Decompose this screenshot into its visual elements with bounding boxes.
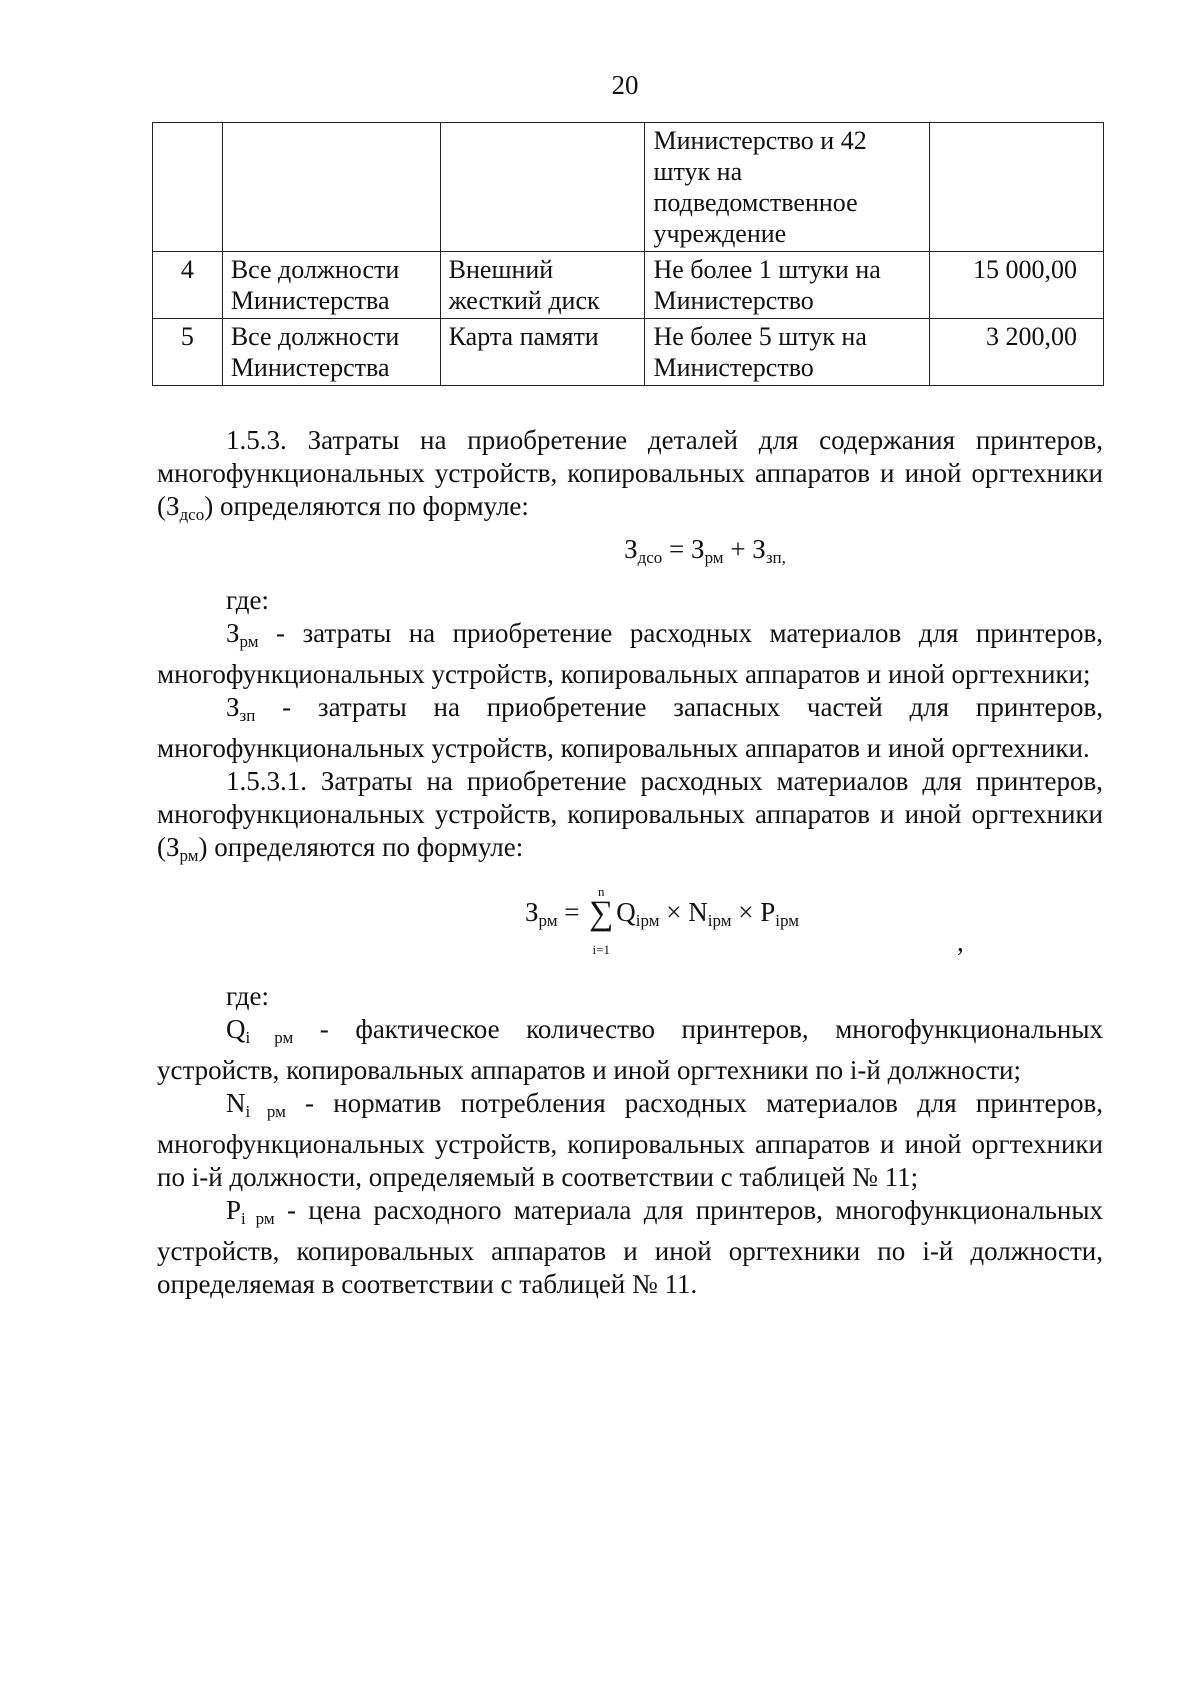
- table-row: [153, 123, 1104, 252]
- cell-norm: [645, 252, 930, 319]
- cell-position-line: Министерства: [230, 353, 390, 382]
- where-label-2: где:: [226, 981, 269, 1011]
- where-label-1: где:: [226, 585, 269, 615]
- cell-number: [153, 123, 223, 252]
- definition-zzp: $З_{зп}$ - затраты на приобретение запасных частей для принтеров, многофункциональных устройств, копировальных аппаратов и иной оргтехники.: [157, 692, 1103, 763]
- cell-norm-line: штук на: [653, 157, 743, 186]
- cell-norm: [645, 123, 930, 252]
- cell-price: 3 200,00: [930, 319, 1104, 386]
- definition-q: $Q_{i рм}$ - фактическое количество принтеров, многофункциональных устройств, копировальных аппаратов и иной оргтехники по i-й должности;: [157, 1014, 1103, 1085]
- sum-symbol: n ∑ i=1: [589, 884, 614, 957]
- cell-norm-line: учреждение: [653, 219, 787, 248]
- cell-number: 5: [153, 319, 223, 386]
- costs-table-body: [153, 123, 1104, 386]
- section-1-5-3-intro: 1.5.3. Затраты на приобретение деталей для содержания принтеров, многофункциональных устройств, копировальных аппаратов и иной оргтехники $(З_{дсо})$ определяются по формуле:: [157, 425, 1103, 524]
- body-text: [157, 424, 1103, 1301]
- cell-position-line: Все должности: [230, 255, 400, 284]
- cell-price: 15 000,00: [930, 252, 1104, 319]
- cell-position-line: Все должности: [230, 322, 400, 351]
- cell-item: [440, 252, 645, 319]
- cell-position-line: Министерства: [230, 286, 390, 315]
- definition-zrm: $З_{рм}$ - затраты на приобретение расходных материалов для принтеров, многофункциональных устройств, копировальных аппаратов и иной оргтехники;: [157, 618, 1103, 689]
- cell-position: [222, 319, 440, 386]
- cell-item: [440, 319, 645, 386]
- cell-item-line: Карта памяти: [448, 322, 599, 351]
- cell-norm-line: Министерство: [653, 286, 814, 315]
- cell-number: 4: [153, 252, 223, 319]
- formula-zrm: $З_{рм}$ = n ∑ i=1 $Q_{iрм} \times N_{iрм} \times P_{iрм}$ ,: [525, 884, 964, 957]
- cell-norm-line: Не более 5 штук на: [653, 322, 867, 351]
- page-number: 20: [611, 70, 639, 100]
- cell-norm-line: подведомственное: [653, 188, 858, 217]
- definition-p: $P_{i рм}$ - цена расходного материала для принтеров, многофункциональных устройств, копировальных аппаратов и иной оргтехники по i-й должности, определяемая в соответствии с таблицей № 11.: [157, 1195, 1103, 1299]
- costs-table: [152, 122, 1104, 386]
- cell-position: [222, 252, 440, 319]
- cell-norm-line: Министерство: [653, 353, 814, 382]
- cell-norm-line: Министерство и 42: [653, 126, 867, 155]
- cell-norm: [645, 319, 930, 386]
- table-row: [153, 252, 1104, 319]
- formula-zdso: $З_{дсо} = З_{рм} + З_{зп,}$: [624, 534, 786, 567]
- cell-norm-line: Не более 1 штуки на: [653, 255, 881, 284]
- table-row: [153, 319, 1104, 386]
- cell-item-line: жесткий диск: [448, 286, 600, 315]
- cell-item-line: Внешний: [448, 255, 554, 284]
- cell-item: [440, 123, 645, 252]
- definition-n: $N_{i рм}$ - норматив потребления расходных материалов для принтеров, многофункциональных устройств, копировальных аппаратов и иной оргтехники по i-й должности, определяемый в соответствии с таблицей № 11;: [157, 1088, 1103, 1192]
- cell-position: [222, 123, 440, 252]
- cell-price: [930, 123, 1104, 252]
- section-1-5-3-1-intro: 1.5.3.1. Затраты на приобретение расходных материалов для принтеров, многофункциональных устройств, копировальных аппаратов и иной оргтехники $(З_{рм})$ определяются по формуле:: [157, 766, 1103, 865]
